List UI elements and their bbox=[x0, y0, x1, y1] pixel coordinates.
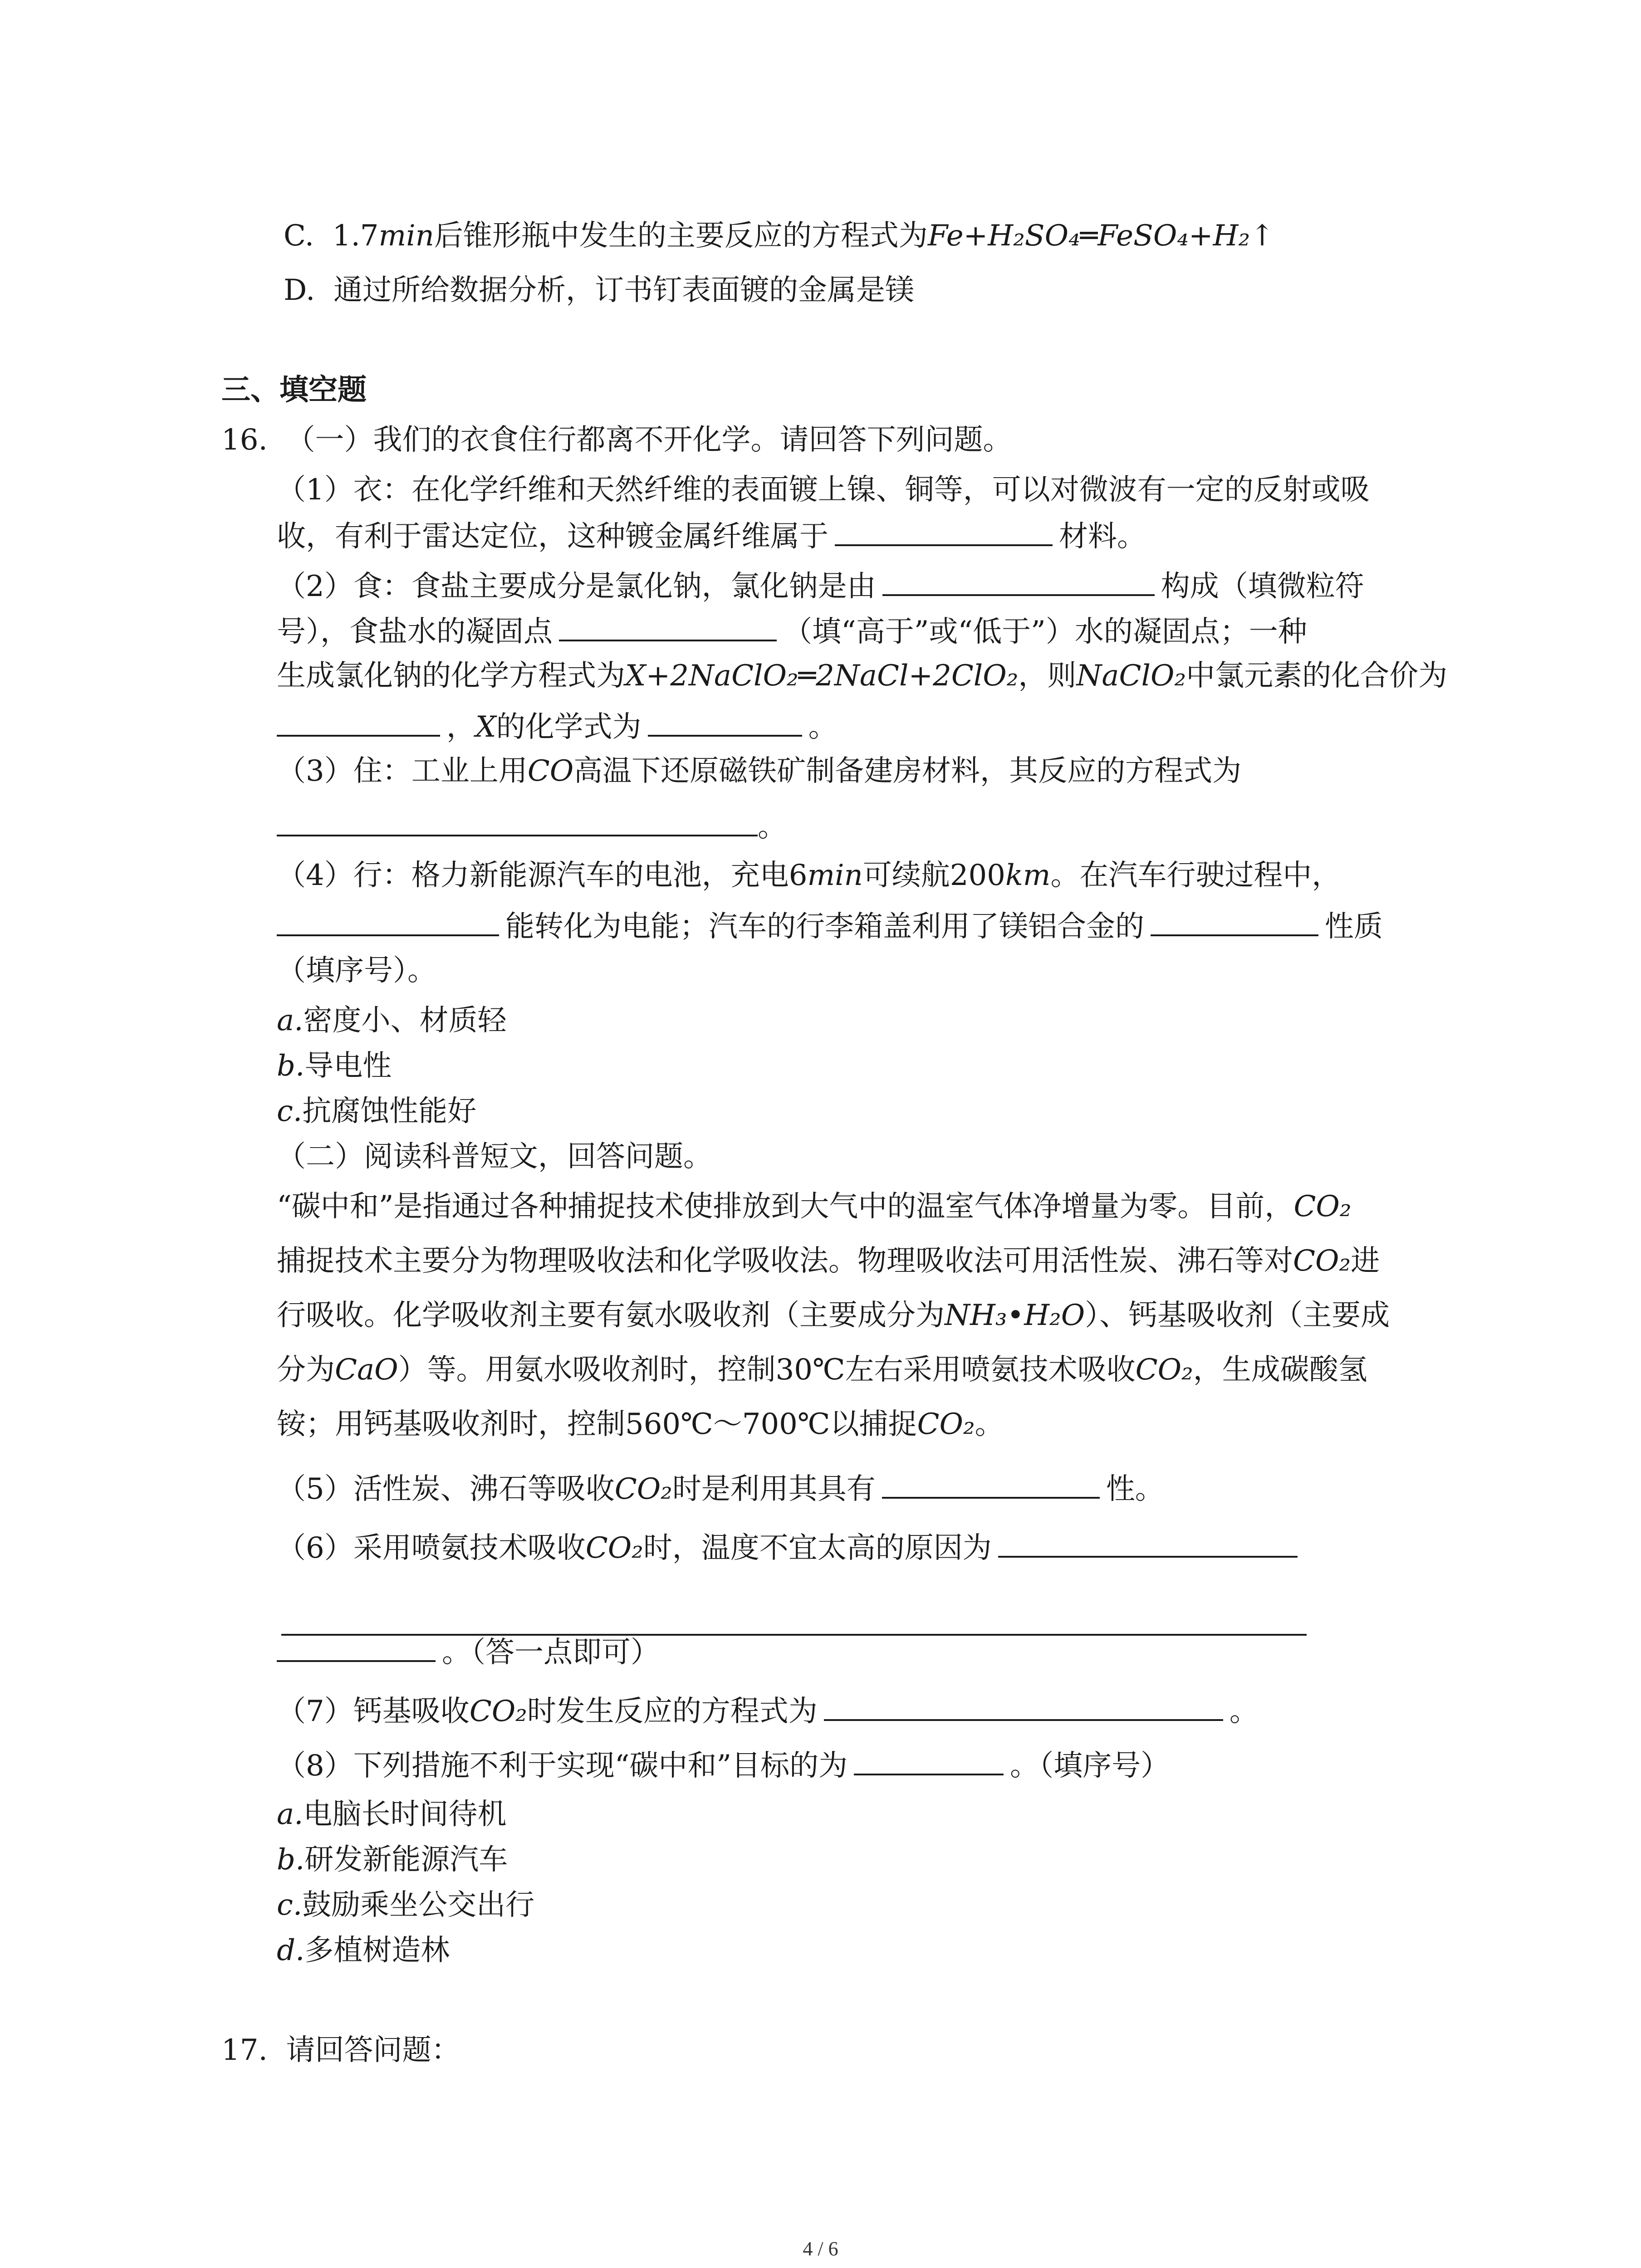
q16-s2-text5: 生成氯化钠的化学方程式为 bbox=[277, 659, 625, 693]
q16-s7-text3: 。 bbox=[1229, 1695, 1259, 1728]
option-key: d. bbox=[277, 1934, 305, 1967]
option-key: b. bbox=[277, 1049, 305, 1083]
q16-s4-line3: （填序号）。 bbox=[277, 954, 436, 987]
q16-s6 bbox=[277, 1529, 1304, 1565]
q16-s1-tail: 材料。 bbox=[1059, 520, 1146, 553]
passage-formula: CO₂ bbox=[1293, 1190, 1352, 1223]
q16-s2-text6: ，则 bbox=[1018, 659, 1077, 693]
q16-s2-equation: X+2NaClO₂═2NaCl+2ClO₂ bbox=[625, 659, 1019, 693]
answer-blank-4[interactable] bbox=[277, 708, 440, 737]
passage-formula: CO₂ bbox=[1135, 1353, 1193, 1387]
q16-s3-line1 bbox=[277, 753, 1241, 789]
answer-blank-2[interactable] bbox=[882, 567, 1155, 596]
q16-s4-option-b bbox=[277, 1048, 392, 1084]
option-c-text2: 后锥形瓶中发生的主要反应的方程式为 bbox=[434, 219, 928, 253]
passage-formula: CO₂ bbox=[917, 1408, 975, 1441]
answer-blank-12[interactable] bbox=[277, 1633, 436, 1662]
option-text: 抗腐蚀性能好 bbox=[302, 1095, 477, 1128]
page-number: 4 / 6 bbox=[803, 2238, 838, 2260]
q16-s4-text5: 性质 bbox=[1325, 910, 1383, 943]
q16-part2-title: （二）阅读科普短文，回答问题。 bbox=[277, 1140, 712, 1173]
option-c-text1: 1.7 bbox=[332, 219, 379, 253]
q17 bbox=[221, 2032, 460, 2068]
passage-text: 铵；用钙基吸收剂时，控制560℃～700℃以捕捉 bbox=[277, 1408, 917, 1441]
q17-number: 17. bbox=[221, 2033, 268, 2067]
answer-blank-9[interactable] bbox=[882, 1470, 1100, 1499]
option-c-equation: Fe+H₂SO₄═FeSO₄+H₂↑ bbox=[927, 219, 1274, 253]
answer-blank-10[interactable] bbox=[998, 1529, 1298, 1558]
answer-blank-3[interactable] bbox=[559, 612, 777, 641]
q16-s7-text2: 时发生反应的方程式为 bbox=[527, 1695, 818, 1728]
passage-line3 bbox=[277, 1297, 1390, 1334]
q16-s4-text3: 。在汽车行驶过程中， bbox=[1050, 859, 1341, 892]
passage-text: 。 bbox=[975, 1408, 1004, 1441]
q16-s7-text1: （7）钙基吸收 bbox=[277, 1695, 470, 1728]
q17-text: 请回答问题： bbox=[286, 2033, 460, 2067]
q16-s5 bbox=[277, 1470, 1164, 1506]
q16-s6-formula: CO₂ bbox=[585, 1531, 643, 1565]
passage-formula: CaO bbox=[335, 1353, 398, 1387]
option-text: 研发新能源汽车 bbox=[304, 1843, 508, 1877]
passage-text: 进 bbox=[1351, 1244, 1380, 1278]
passage-text: ）、钙基吸收剂（主要成 bbox=[1085, 1299, 1390, 1332]
answer-blank-8[interactable] bbox=[1151, 907, 1318, 936]
q16-number: 16. bbox=[221, 423, 268, 457]
answer-blank-1[interactable] bbox=[835, 517, 1053, 546]
q16-s2-text10: 。 bbox=[808, 710, 838, 744]
option-c-unit: min bbox=[378, 219, 434, 253]
q16-s8-option-d bbox=[277, 1932, 450, 1969]
q16-s1-text: 收，有利于雷达定位，这种镀金属纤维属于 bbox=[277, 520, 828, 553]
answer-blank-6[interactable] bbox=[277, 807, 758, 836]
q16-s2-x: X bbox=[475, 710, 496, 744]
q16-s3-text2: 高温下还原磁铁矿制备建房材料，其反应的方程式为 bbox=[573, 754, 1242, 788]
q16-s1-line1: （1）衣：在化学纤维和天然纤维的表面镀上镍、铜等，可以对微波有一定的反射或吸 bbox=[277, 473, 1370, 507]
q16-s2-formula: NaClO₂ bbox=[1076, 659, 1186, 693]
passage-formula: CO₂ bbox=[1293, 1244, 1351, 1278]
option-d-label: D. bbox=[284, 274, 315, 307]
q16-s2-text8: ， bbox=[446, 710, 475, 744]
answer-blank-14[interactable] bbox=[854, 1746, 1004, 1775]
q16-s2-line3 bbox=[277, 658, 1447, 694]
passage-text: “碳中和”是指通过各种捕捉技术使排放到大气中的温室气体净增量为零。目前， bbox=[277, 1190, 1294, 1223]
q16-s3-line2 bbox=[277, 807, 787, 844]
q16-s2-line4 bbox=[277, 708, 838, 744]
q16-s4-km: km bbox=[1005, 859, 1051, 892]
q16-s4-line1 bbox=[277, 857, 1341, 894]
option-text: 导电性 bbox=[304, 1049, 392, 1083]
answer-blank-13[interactable] bbox=[824, 1692, 1223, 1721]
passage-text: ，生成碳酸氢 bbox=[1193, 1353, 1367, 1387]
q16-s2-text1: （2）食：食盐主要成分是氯化钠，氯化钠是由 bbox=[277, 570, 876, 603]
q16-s4-min: min bbox=[807, 859, 863, 892]
q16-s3-text1: （3）住：工业上用 bbox=[277, 754, 528, 788]
q16-s6-line3 bbox=[277, 1633, 660, 1669]
q16-s8-option-b bbox=[277, 1842, 508, 1878]
option-key: c. bbox=[277, 1888, 303, 1922]
q16-s2-text4: （填“高于”或“低于”）水的凝固点；一种 bbox=[783, 615, 1307, 649]
option-key: a. bbox=[277, 1004, 304, 1037]
option-text: 电脑长时间待机 bbox=[303, 1798, 507, 1831]
q16-s5-text2: 时是利用其具有 bbox=[672, 1472, 876, 1506]
q16-s6-tail: 。（答一点即可） bbox=[442, 1636, 660, 1669]
q16-s4-text4: 能转化为电能；汽车的行李箱盖利用了镁铝合金的 bbox=[505, 910, 1144, 943]
q16-s5-text1: （5）活性炭、沸石等吸收 bbox=[277, 1472, 615, 1506]
q16-part1-title: （一）我们的衣食住行都离不开化学。请回答下列问题。 bbox=[286, 423, 1012, 457]
option-d bbox=[284, 272, 914, 308]
option-text: 鼓励乘坐公交出行 bbox=[302, 1888, 535, 1922]
section-title: 三、填空题 bbox=[221, 373, 367, 407]
q16-s4-text2: 可续航200 bbox=[862, 859, 1005, 892]
q16-s7-formula: CO₂ bbox=[469, 1695, 527, 1728]
q16-s4-line2 bbox=[277, 907, 1383, 943]
passage-text: 分为 bbox=[277, 1353, 335, 1387]
q16-s8-text1: （8）下列措施不利于实现“碳中和”目标的为 bbox=[277, 1749, 848, 1783]
q16-s2-text3: 号），食盐水的凝固点 bbox=[277, 615, 553, 649]
option-c-label: C. bbox=[284, 219, 314, 253]
q16-s8-option-c bbox=[277, 1887, 534, 1923]
option-key: b. bbox=[277, 1843, 305, 1877]
passage-line1 bbox=[277, 1188, 1352, 1225]
q16-s2-line2 bbox=[277, 612, 1307, 649]
option-d-text: 通过所给数据分析，订书钉表面镀的金属是镁 bbox=[333, 274, 915, 307]
q16-s5-text3: 性。 bbox=[1106, 1472, 1164, 1506]
option-text: 多植树造林 bbox=[304, 1934, 450, 1967]
passage-line5 bbox=[277, 1406, 1004, 1442]
q16-s4-option-a bbox=[277, 1002, 507, 1039]
q16-s8-option-a bbox=[277, 1796, 507, 1833]
option-key: c. bbox=[277, 1095, 303, 1128]
passage-text: 捕捉技术主要分为物理吸收法和化学吸收法。物理吸收法可用活性炭、沸石等对 bbox=[277, 1244, 1293, 1278]
q16-s4-option-c bbox=[277, 1093, 476, 1129]
passage-text: 行吸收。化学吸收剂主要有氨水吸收剂（主要成分为 bbox=[277, 1299, 945, 1332]
answer-blank-7[interactable] bbox=[277, 907, 499, 936]
q16-s2-line1 bbox=[277, 567, 1364, 603]
option-c bbox=[284, 218, 1274, 254]
q16-s6-text2: 时，温度不宜太高的原因为 bbox=[643, 1531, 992, 1565]
q16-header bbox=[221, 422, 1012, 458]
q16-s4-text1: （4）行：格力新能源汽车的电池，充电6 bbox=[277, 859, 808, 892]
q16-s6-text1: （6）采用喷氨技术吸收 bbox=[277, 1531, 586, 1565]
q16-s8 bbox=[277, 1746, 1170, 1783]
q16-s1-line2 bbox=[277, 517, 1146, 553]
q16-s3-co: CO bbox=[527, 754, 574, 788]
q16-s7 bbox=[277, 1692, 1259, 1728]
passage-text: ）等。用氨水吸收剂时，控制30℃左右采用喷氨技术吸收 bbox=[398, 1353, 1136, 1387]
q16-s3-tail: 。 bbox=[758, 810, 787, 844]
q16-s2-text7: 中氯元素的化合价为 bbox=[1186, 659, 1448, 693]
q16-s2-text9: 的化学式为 bbox=[496, 710, 642, 744]
passage-line2 bbox=[277, 1243, 1380, 1279]
option-key: a. bbox=[277, 1798, 304, 1831]
answer-blank-5[interactable] bbox=[648, 708, 802, 737]
option-text: 密度小、材质轻 bbox=[303, 1004, 507, 1037]
q16-s2-text2: 构成（填微粒符 bbox=[1161, 570, 1364, 603]
q16-s8-text2: 。（填序号） bbox=[1010, 1749, 1170, 1783]
passage-line4 bbox=[277, 1352, 1367, 1388]
q16-s5-formula: CO₂ bbox=[614, 1472, 672, 1506]
passage-formula: NH₃•H₂O bbox=[945, 1299, 1085, 1332]
